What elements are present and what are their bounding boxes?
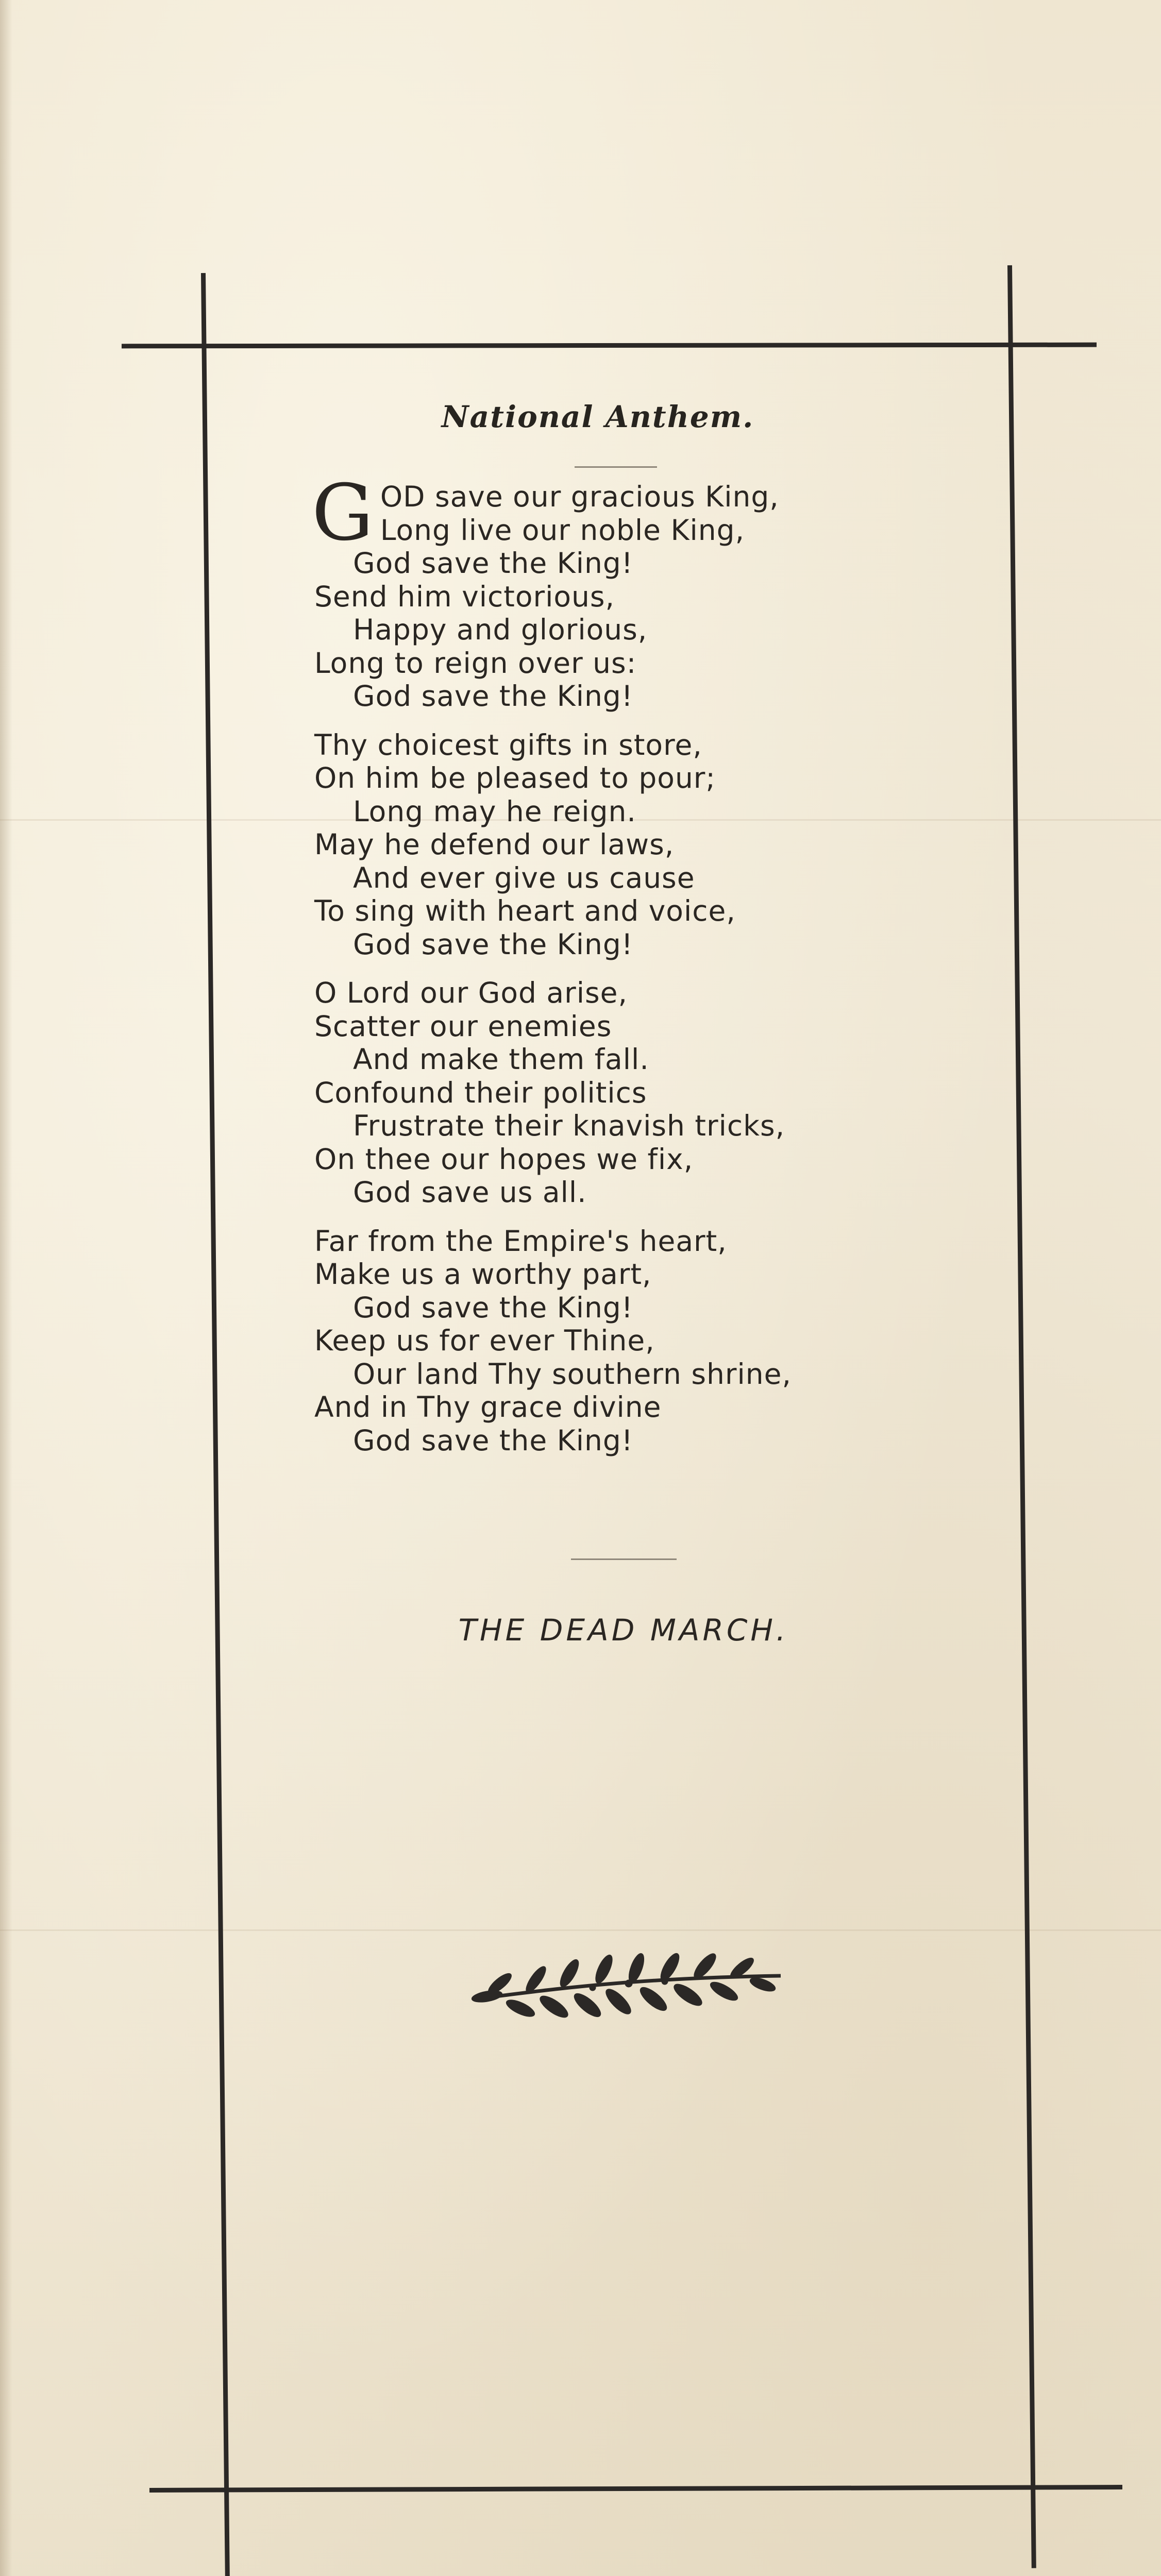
verse-line <box>314 1291 964 1325</box>
verse-line <box>314 1109 964 1143</box>
verse-line-text: Frustrate their knavish tricks, <box>353 1109 785 1142</box>
verse-line <box>314 1043 964 1076</box>
paper-fold-line <box>0 1929 1161 1931</box>
verse-line-text: God save the King! <box>353 1291 633 1324</box>
verse-line <box>314 1358 964 1391</box>
verse-line <box>314 894 964 928</box>
title-underline-rule <box>575 466 657 468</box>
verse-line-text: Scatter our enemies <box>314 1009 612 1043</box>
verse-line-text: To sing with heart and voice, <box>314 894 736 927</box>
border-rule-bottom <box>149 2485 1122 2493</box>
verse-line-text: On him be pleased to pour; <box>314 761 716 794</box>
verse-line <box>314 1258 964 1291</box>
verse-line <box>314 728 964 762</box>
verse-line <box>314 613 964 647</box>
verse-line <box>314 680 964 713</box>
verse-line-text: On thee our hopes we fix, <box>314 1142 694 1176</box>
verse-line-text: And in Thy grace divine <box>314 1391 662 1423</box>
stanza <box>314 976 964 1209</box>
verse-line-text: And make them fall. <box>353 1043 649 1076</box>
verse-line-text: Send him victorious, <box>314 580 615 613</box>
verse-line-text: Our land Thy southern shrine, <box>353 1357 792 1391</box>
border-rule-left <box>201 273 230 2576</box>
verse-line-text: Long may he reign. <box>353 794 636 828</box>
document-title: National Anthem. <box>441 399 754 434</box>
verse-line-text: Thy choicest gifts in store, <box>314 728 702 761</box>
verse-line-text: God save us all. <box>353 1176 587 1209</box>
verse-line <box>314 1324 964 1358</box>
drop-cap: G <box>312 468 374 558</box>
verse-line-text: Long live our noble King, <box>380 513 745 547</box>
stanza <box>314 1225 964 1458</box>
verse-line-text: Long to reign over us: <box>314 646 637 680</box>
verse-line-text: Make us a worthy part, <box>314 1258 652 1291</box>
border-rule-right <box>1007 265 1036 2568</box>
verse-line-text: May he defend our laws, <box>314 828 675 861</box>
verse-line <box>314 580 964 614</box>
verse-line-text: God save the King! <box>353 680 633 713</box>
laurel-sprig-icon <box>464 1947 788 2040</box>
border-rule-top <box>122 343 1097 349</box>
verse-line <box>314 1424 964 1458</box>
verse-line <box>314 1176 964 1209</box>
verse-line <box>314 547 964 580</box>
verse-line-text: Happy and glorious, <box>353 613 648 646</box>
verse-line-text: God save the King! <box>353 547 633 580</box>
verse-line <box>314 795 964 828</box>
stanza <box>312 468 964 713</box>
verse-line <box>314 1010 964 1043</box>
verse-line <box>314 1143 964 1176</box>
verse-line-text: And ever give us cause <box>353 861 695 894</box>
verse-line <box>314 1225 964 1258</box>
verse-line <box>314 647 964 680</box>
closing-heading: THE DEAD MARCH. <box>458 1613 789 1648</box>
section-divider-rule <box>571 1558 677 1560</box>
verse-line <box>314 928 964 961</box>
verse-line <box>314 1076 964 1110</box>
verse-line-text: God save the King! <box>353 1423 633 1457</box>
verse-line-text: O Lord our God arise, <box>314 976 628 1009</box>
verse-line-text: OD save our gracious King, <box>380 480 779 513</box>
verse-line <box>314 828 964 861</box>
verse-line-text: God save the King! <box>353 927 633 961</box>
verse-line <box>314 514 964 547</box>
stanza <box>314 728 964 961</box>
verse-line-text: Confound their politics <box>314 1076 647 1109</box>
paper-left-edge-shadow <box>0 0 12 2576</box>
verse-line <box>314 761 964 795</box>
verse-line-text: Keep us for ever Thine, <box>314 1324 655 1357</box>
verse-line <box>314 861 964 895</box>
verse-line-text: Far from the Empire's heart, <box>314 1224 727 1258</box>
anthem-verses <box>312 468 964 1472</box>
verse-line <box>314 1391 964 1424</box>
verse-line <box>314 976 964 1010</box>
